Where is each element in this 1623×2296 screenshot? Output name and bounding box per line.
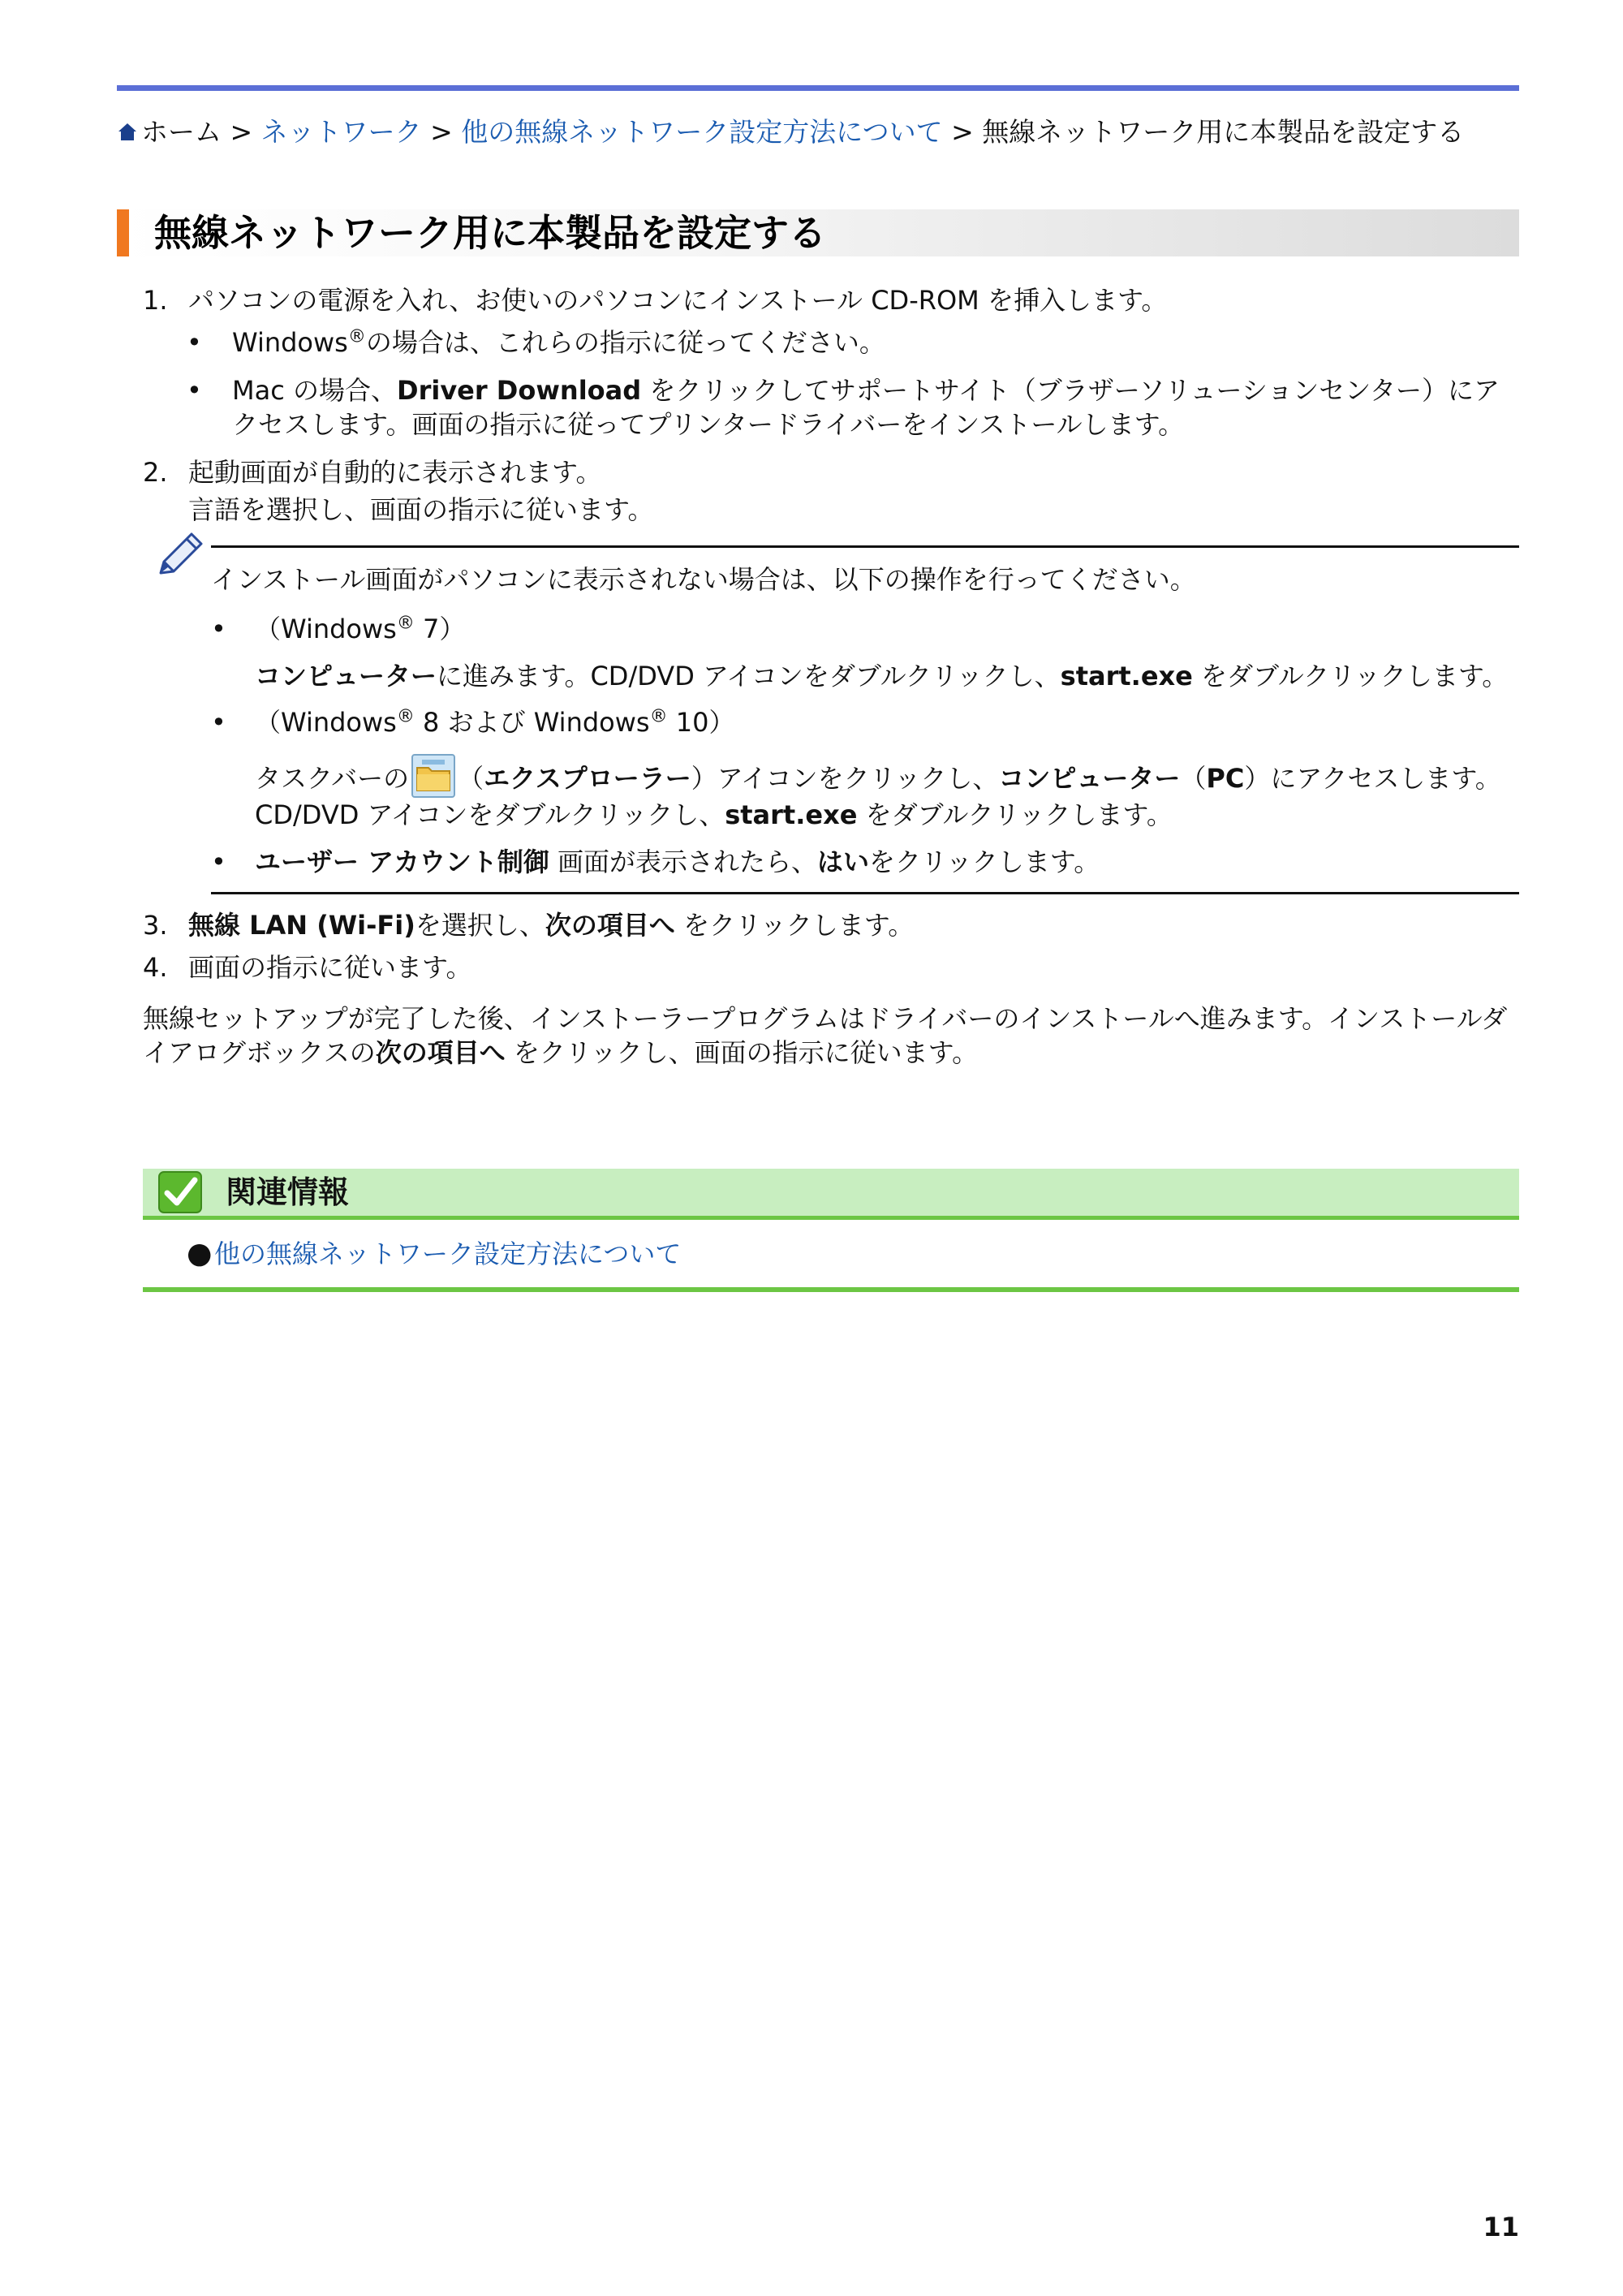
breadcrumb-link-network[interactable]: ネットワーク bbox=[260, 116, 422, 148]
bullet: • bbox=[187, 375, 202, 407]
related-info-list bbox=[143, 1234, 1519, 1274]
note-rule-bottom bbox=[211, 892, 1519, 894]
step-number: 2. bbox=[143, 457, 168, 489]
text: ）アイコンをクリックし、 bbox=[691, 762, 999, 794]
note-lead: インストール画面がパソコンに表示されない場合は、以下の操作を行ってください。 bbox=[211, 563, 1196, 595]
step-4 bbox=[143, 951, 1519, 985]
yes-label: はい bbox=[817, 846, 870, 877]
start-exe-label: start.exe bbox=[725, 799, 858, 830]
next-label: 次の項目へ bbox=[375, 1036, 506, 1068]
text: Mac の場合、 bbox=[232, 375, 397, 407]
driver-download-label: Driver Download bbox=[397, 375, 642, 407]
explorer-icon bbox=[411, 753, 456, 799]
step-number: 1. bbox=[143, 285, 168, 316]
note-rule-top bbox=[211, 545, 1519, 548]
page-number: 11 bbox=[1483, 2212, 1519, 2242]
bullet: • bbox=[211, 846, 226, 877]
bullet: • bbox=[211, 614, 226, 645]
step-text: 起動画面が自動的に表示されます。 bbox=[188, 457, 602, 489]
pencil-note-icon bbox=[154, 531, 204, 576]
related-info-title: 関連情報 bbox=[226, 1174, 350, 1210]
breadcrumb-home: ホーム bbox=[141, 116, 222, 148]
bullet: • bbox=[211, 707, 226, 739]
step-number: 4. bbox=[143, 951, 168, 983]
text: （Windows bbox=[255, 707, 397, 739]
explorer-label: エクスプローラー bbox=[484, 762, 691, 794]
text: 8 および Windows bbox=[414, 707, 650, 739]
step-3 bbox=[143, 909, 1519, 943]
note-windows8-10-body bbox=[154, 753, 1519, 833]
step-1-bullet-mac bbox=[143, 374, 1519, 442]
pc-label: PC bbox=[1206, 762, 1245, 794]
text: 7） bbox=[414, 614, 466, 645]
breadcrumb-separator: > bbox=[421, 116, 462, 148]
text: をダブルクリックします。 bbox=[1192, 660, 1509, 691]
text: ）にアクセスします。CD/DVD アイコンをダブルクリックし、 bbox=[255, 762, 1501, 830]
related-link-other-wireless[interactable]: 他の無線ネットワーク設定方法について bbox=[214, 1238, 682, 1269]
step-2-detail: 言語を選択し、画面の指示に従います。 bbox=[188, 493, 654, 525]
text: Windows bbox=[232, 326, 348, 358]
note-bullet-uac bbox=[154, 846, 1519, 880]
note-bullet-windows7 bbox=[154, 613, 1519, 647]
page-title: 無線ネットワーク用に本製品を設定する bbox=[154, 211, 826, 255]
note-box bbox=[154, 545, 1519, 895]
text: （Windows bbox=[255, 614, 397, 645]
top-rule bbox=[117, 85, 1519, 91]
text: を選択し、 bbox=[415, 910, 545, 941]
computer-label: コンピューター bbox=[998, 762, 1181, 794]
text: （ bbox=[458, 762, 484, 794]
text: をクリックします。 bbox=[869, 846, 1100, 877]
text: に進みます。CD/DVD アイコンをダブルクリックし、 bbox=[437, 660, 1061, 691]
bullet: ● bbox=[187, 1237, 213, 1270]
breadcrumb-link-other-wireless[interactable]: 他の無線ネットワーク設定方法について bbox=[461, 116, 943, 148]
registered-mark: ® bbox=[396, 706, 415, 727]
text: 10） bbox=[667, 707, 735, 739]
title-accent bbox=[117, 209, 129, 256]
text: をダブルクリックします。 bbox=[857, 799, 1173, 830]
breadcrumb-separator: > bbox=[942, 116, 983, 148]
note-windows7-body bbox=[154, 660, 1519, 694]
text: タスクバーの bbox=[255, 762, 410, 794]
registered-mark: ® bbox=[396, 613, 415, 634]
registered-mark: ® bbox=[649, 706, 668, 727]
step-2 bbox=[143, 456, 1519, 527]
text: をクリックします。 bbox=[674, 910, 915, 941]
step-1 bbox=[143, 284, 1519, 318]
breadcrumb-current: 無線ネットワーク用に本製品を設定する bbox=[982, 116, 1465, 148]
registered-mark: ® bbox=[347, 325, 366, 347]
step-text: パソコンの電源を入れ、お使いのパソコンにインストール CD-ROM を挿入します。 bbox=[188, 285, 1168, 316]
checkmark-icon bbox=[157, 1170, 203, 1214]
text: （ bbox=[1180, 762, 1207, 794]
text: の場合は、これらの指示に従ってください。 bbox=[365, 326, 885, 358]
related-info-rule bbox=[143, 1287, 1519, 1292]
related-info-header bbox=[143, 1169, 1519, 1220]
text: をクリックし、画面の指示に従います。 bbox=[505, 1036, 979, 1068]
step-number: 3. bbox=[143, 910, 168, 941]
wireless-lan-label: 無線 LAN (Wi-Fi) bbox=[188, 910, 415, 941]
start-exe-label: start.exe bbox=[1060, 660, 1193, 691]
related-info-item bbox=[143, 1234, 1519, 1274]
text: 画面が表示されたら、 bbox=[549, 846, 818, 877]
breadcrumb-separator: > bbox=[222, 116, 261, 148]
computer-label: コンピューター bbox=[255, 660, 437, 691]
bullet: • bbox=[187, 326, 202, 358]
step-text: 画面の指示に従います。 bbox=[188, 951, 472, 983]
note-bullet-windows8-10 bbox=[154, 706, 1519, 740]
text: 無線セットアップが完了した後、インストーラープログラムはドライバーのインストールへ進みます。インストールダイアログボックスの bbox=[143, 1003, 1508, 1068]
text: をクリックしてサポートサイト（ブラザーソリューションセンター）にアクセスします。画面の指示に従ってプリンタードライバーをインストールします。 bbox=[232, 375, 1500, 440]
home-icon[interactable] bbox=[117, 122, 138, 143]
main-content bbox=[143, 284, 1519, 1070]
breadcrumb bbox=[117, 114, 1519, 150]
completion-paragraph bbox=[143, 1002, 1519, 1070]
step-1-bullet-windows bbox=[143, 326, 1519, 360]
next-label: 次の項目へ bbox=[545, 910, 675, 941]
uac-label: ユーザー アカウント制御 bbox=[255, 846, 549, 877]
page-title-bar bbox=[117, 209, 1519, 256]
